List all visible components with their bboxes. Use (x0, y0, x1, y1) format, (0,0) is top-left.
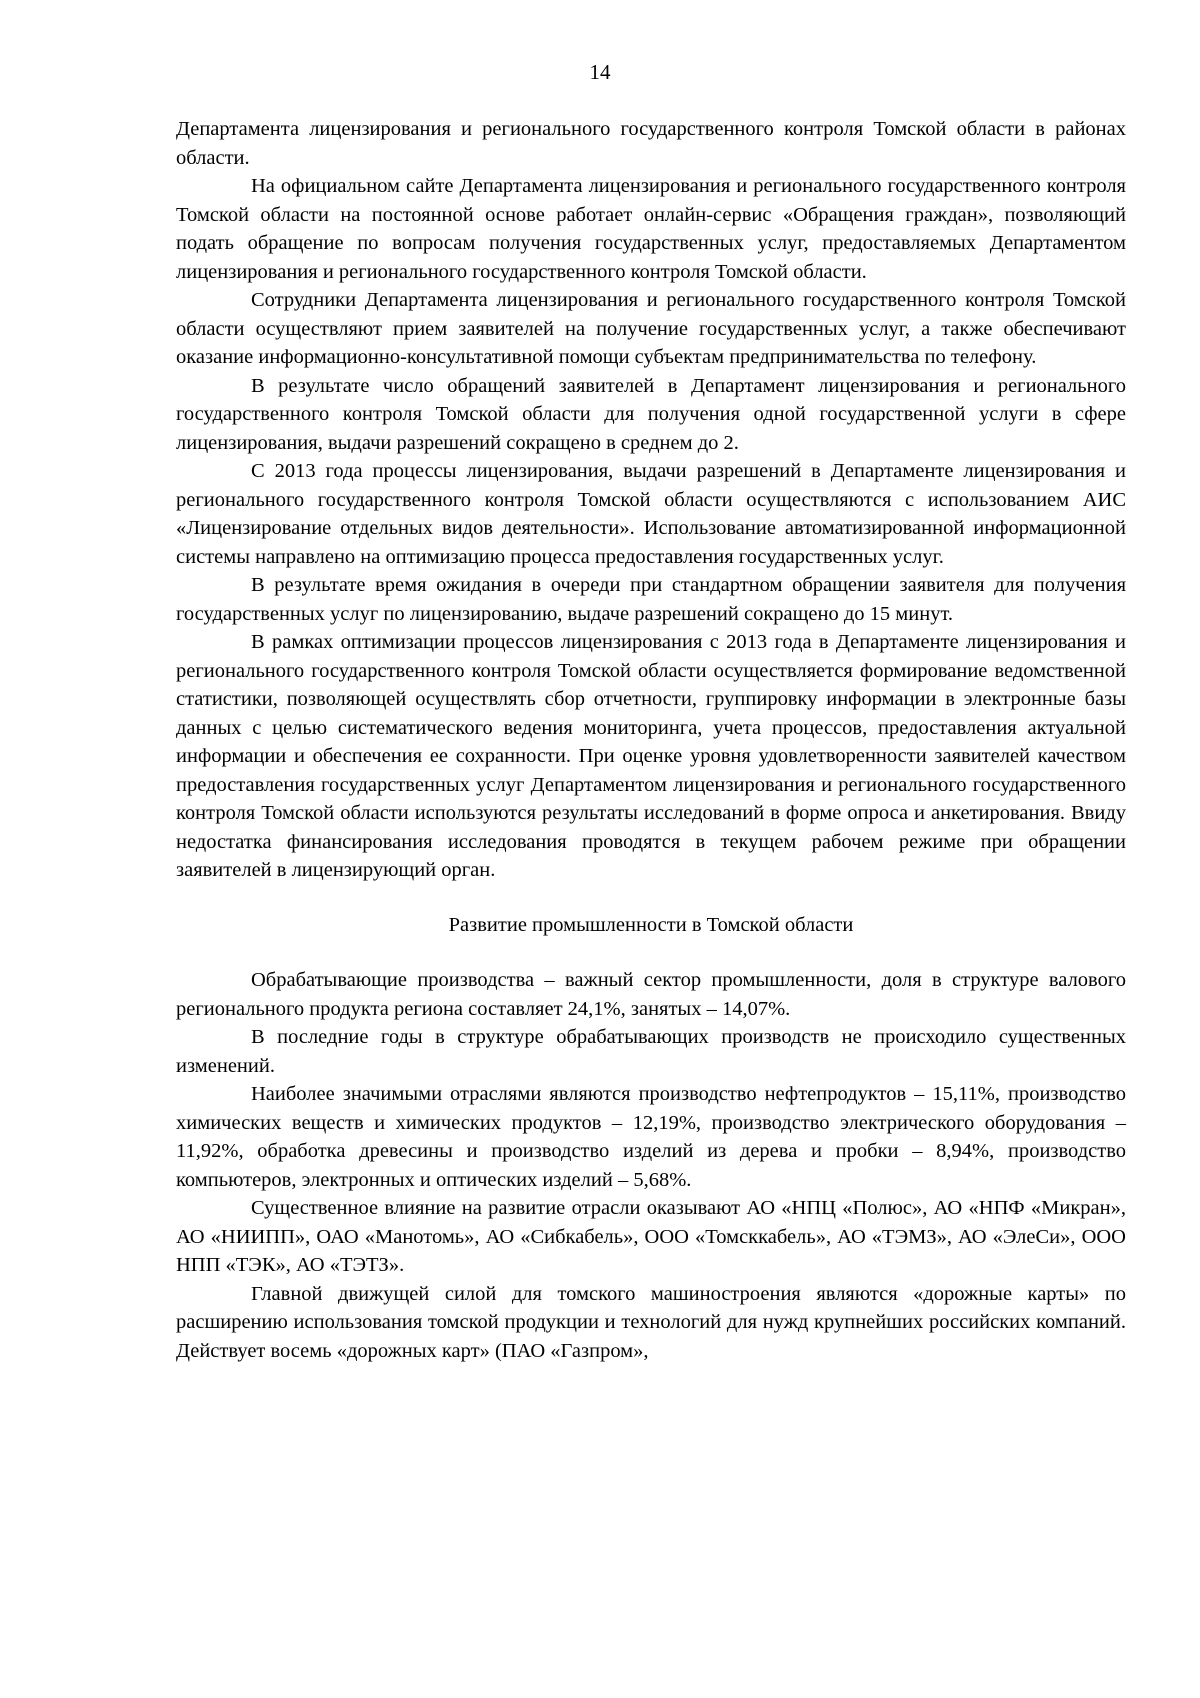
paragraph: На официальном сайте Департамента лицензирования и регионального государственного контроля Томской области на постоянной основе работает онлайн-сервис «Обращения граждан», позволяющий подать обращение по вопросам получения государственных услуг, предоставляемых Департаментом лицензирования и регионального государственного контроля Томской области. (176, 175, 1126, 283)
section-heading: Развитие промышленности в Томской области (448, 913, 854, 936)
page-number: 14 (589, 60, 611, 84)
paragraph: Сотрудники Департамента лицензирования и регионального государственного контроля Томской области осуществляют прием заявителей на получение государственных услуг, а также обеспечивают оказание информационно-консультативной помощи субъектам предпринимательства по телефону. (176, 289, 1126, 368)
paragraph: Главной движущей силой для томского машиностроения являются «дорожные карты» по расширению использования томской продукции и технологий для нужд крупнейших российских компаний. Действует восемь «дорожных карт» (ПАО «Газпром», (176, 1282, 1126, 1362)
paragraph: В рамках оптимизации процессов лицензирования с 2013 года в Департаменте лицензирования и регионального государственного контроля Томской области осуществляется формирование ведомственной статистики, позволяющей осуществлять сбор отчетности, группировку информации в электронные базы данных с целью систематического ведения мониторинга, учета процессов, предоставления актуальной информации и обеспечения ее сохранности. При оценке уровня удовлетворенности заявителей качеством предоставления государственных услуг Департаментом лицензирования и регионального государственного контроля Томской области используются результаты исследований в форме опроса и анкетирования. Ввиду недостатка финансирования исследования проводятся в текущем рабочем режиме при обращении заявителей в лицензирующий орган. (176, 631, 1126, 881)
document-body (176, 115, 1126, 1365)
paragraph: Обрабатывающие производства – важный сектор промышленности, доля в структуре валового регионального продукта региона составляет 24,1%, занятых – 14,07%. (176, 969, 1126, 1020)
paragraph: В последние годы в структуре обрабатывающих производств не происходило существенных изменений. (176, 1026, 1126, 1077)
paragraph: Департамента лицензирования и регионального государственного контроля Томской области в районах области. (176, 118, 1126, 169)
paragraph: С 2013 года процессы лицензирования, выдачи разрешений в Департаменте лицензирования и регионального государственного контроля Томской области осуществляются с использованием АИС «Лицензирование отдельных видов деятельности». Использование автоматизированной информационной системы направлено на оптимизацию процесса предоставления государственных услуг. (176, 460, 1126, 568)
paragraph: Существенное влияние на развитие отрасли оказывают АО «НПЦ «Полюс», АО «НПФ «Микран», АО «НИИПП», ОАО «Манотомь», АО «Сибкабель», ООО «Томсккабель», АО «ТЭМЗ», АО «ЭлеСи», ООО НПП «ТЭК», АО «ТЭТЗ». (176, 1197, 1126, 1276)
paragraph: Наиболее значимыми отраслями являются производство нефтепродуктов – 15,11%, производство химических веществ и химических продуктов – 12,19%, производство электрического оборудования – 11,92%, обработка древесины и производство изделий из дерева и пробки – 8,94%, производство компьютеров, электронных и оптических изделий – 5,68%. (176, 1083, 1126, 1191)
paragraph: В результате время ожидания в очереди при стандартном обращении заявителя для получения государственных услуг по лицензированию, выдаче разрешений сокращено до 15 минут. (176, 574, 1126, 625)
paragraph: В результате число обращений заявителей в Департамент лицензирования и регионального государственного контроля Томской области для получения одной государственной услуги в сфере лицензирования, выдачи разрешений сокращено в среднем до 2. (176, 374, 1126, 454)
